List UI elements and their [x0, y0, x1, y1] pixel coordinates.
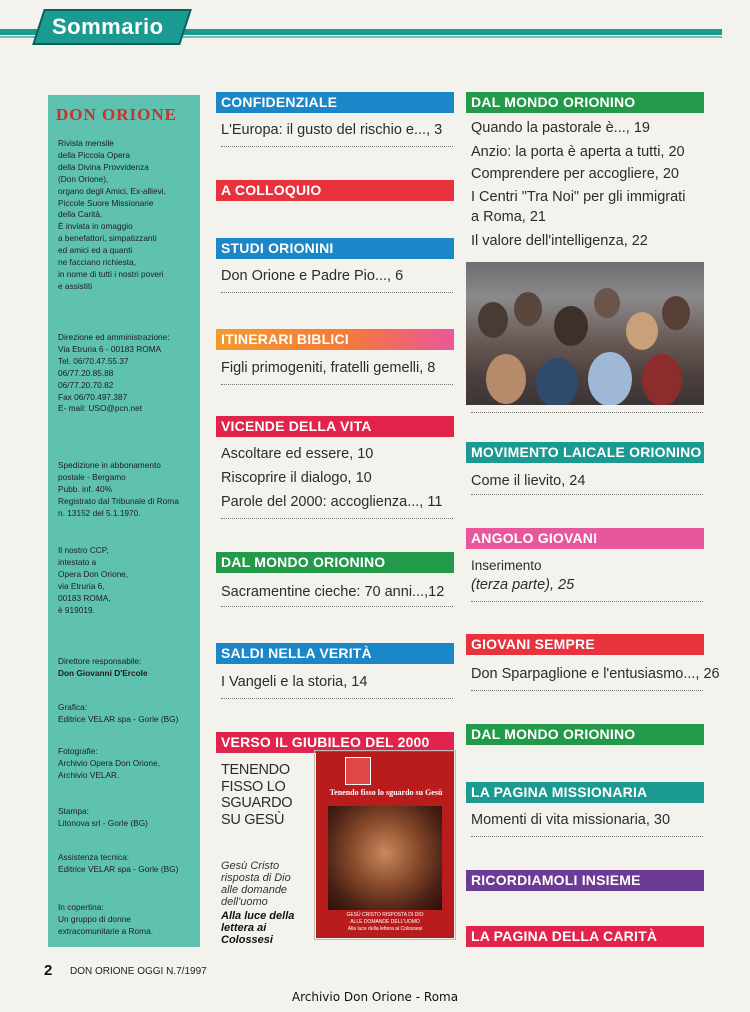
masthead-tech: Assistenza tecnica: Editrice VELAR spa - Gorle (BG): [58, 852, 179, 874]
issue-label: DON ORIONE OGGI N.7/1997: [70, 966, 207, 977]
masthead-postal: Spedizione in abbonamento postale - Bergamo Pubb. inf. 40% Registrato dal Tribunale di Roma n. 13152 del 5.1.1970.: [58, 460, 179, 518]
section-dal-mondo-orionino-top[interactable]: DAL MONDO ORIONINO: [466, 92, 704, 113]
toc-entry[interactable]: Don Sparpaglione e l'entusiasmo..., 26: [471, 666, 720, 682]
toc-entry[interactable]: Figli primogeniti, fratelli gemelli, 8: [221, 360, 436, 376]
divider: [221, 518, 453, 519]
book-cover-subtitle: GESÙ CRISTO RISPOSTA DI DIO ALLE DOMANDE DELL'UOMO Alla luce della lettera ai Colossesi: [346, 912, 424, 932]
section-angolo-giovani[interactable]: ANGOLO GIOVANI: [466, 528, 704, 549]
toc-entry[interactable]: Il valore dell'intelligenza, 22: [471, 233, 648, 249]
book-cover-badge: [345, 757, 371, 785]
toc-entry[interactable]: I Vangeli e la storia, 14: [221, 674, 368, 690]
section-dal-mondo-orionino-bottom[interactable]: DAL MONDO ORIONINO: [466, 724, 704, 745]
masthead-director-label: Direttore responsabile:: [58, 656, 142, 666]
toc-entry[interactable]: Riscoprire il dialogo, 10: [221, 470, 372, 486]
masthead-cover-note: In copertina: Un gruppo di donne extracomunitarie a Roma.: [58, 902, 153, 936]
archive-watermark: Archivio Don Orione - Roma: [291, 990, 459, 1004]
toc-entry[interactable]: Comprendere per accogliere, 20: [471, 166, 679, 182]
toc-entry[interactable]: a Roma, 21: [471, 209, 546, 225]
section-itinerari-biblici[interactable]: ITINERARI BIBLICI: [216, 329, 454, 350]
section-vicende-della-vita[interactable]: VICENDE DELLA VITA: [216, 416, 454, 437]
toc-entry[interactable]: Parole del 2000: accoglienza..., 11: [221, 494, 443, 510]
section-dal-mondo-orionino-mid[interactable]: DAL MONDO ORIONINO: [216, 552, 454, 573]
christ-face-image: [328, 806, 442, 910]
masthead-address: Direzione ed amministrazione: Via Etruria 6 - 00183 ROMA Tel. 06/70.47.55.37 06/77.20.85.88 06/77.20.70.82 Fax 06/70.497.387 E- mail: USO@pcn.net: [58, 332, 170, 414]
masthead-ccp: Il nostro CCP, intestato a Opera Don Orione, via Etruria 6, 00183 ROMA, è 919019.: [58, 545, 129, 615]
section-movimento-laicale[interactable]: MOVIMENTO LAICALE ORIONINO: [466, 442, 704, 463]
section-verso-il-giubileo[interactable]: VERSO IL GIUBILEO DEL 2000: [216, 732, 454, 753]
toc-entry[interactable]: L'Europa: il gusto del rischio e..., 3: [221, 122, 443, 138]
book-cover-title: Tenendo fisso lo sguardo su Gesù: [329, 788, 443, 797]
divider: [471, 494, 703, 495]
jubilee-headline[interactable]: TENENDO FISSO LO SGUARDO SU GESÙ: [221, 762, 293, 828]
divider: [471, 412, 703, 413]
toc-entry[interactable]: Sacramentine cieche: 70 anni...,12: [221, 584, 445, 600]
section-confidenziale[interactable]: CONFIDENZIALE: [216, 92, 454, 113]
toc-entry[interactable]: Inserimento: [471, 558, 542, 573]
page-number: 2: [44, 962, 53, 979]
section-studi-orionini[interactable]: STUDI ORIONINI: [216, 238, 454, 259]
page-title: Sommario: [52, 14, 164, 39]
divider: [221, 146, 453, 147]
section-pagina-missionaria[interactable]: LA PAGINA MISSIONARIA: [466, 782, 704, 803]
toc-entry[interactable]: Come il lievito, 24: [471, 473, 586, 489]
section-giovani-sempre[interactable]: GIOVANI SEMPRE: [466, 634, 704, 655]
toc-entry[interactable]: Quando la pastorale è..., 19: [471, 120, 650, 136]
toc-entry[interactable]: I Centri "Tra Noi" per gli immigrati: [471, 189, 686, 205]
divider: [221, 292, 453, 293]
toc-entry[interactable]: (terza parte), 25: [471, 577, 575, 593]
divider: [221, 384, 453, 385]
toc-entry[interactable]: Momenti di vita missionaria, 30: [471, 812, 671, 828]
section-saldi-nella-verita[interactable]: SALDI NELLA VERITÀ: [216, 643, 454, 664]
crowd-photo: [466, 262, 704, 405]
divider: [221, 698, 453, 699]
jubilee-subtitle-bold: Alla luce della lettera ai Colossesi: [221, 910, 295, 946]
jubilee-subtitle: Gesù Cristo risposta di Dio alle domande dell'uomo: [221, 860, 291, 908]
divider: [221, 606, 453, 607]
masthead-director: Don Giovanni D'Ercole: [58, 668, 148, 678]
masthead-photos: Fotografie: Archivio Opera Don Orione, Archivio VELAR.: [58, 746, 160, 780]
masthead-description: Rivista mensile della Piccola Opera della Divina Provvidenza (Don Orione), organo degli Amici, Ex-allievi, Piccole Suore Missionarie della Carità. È inviata in omaggio a benefattori, simpatizzanti ed amici ed a quanti ne facciano richiesta, in nome di tutti i nostri poveri e assistiti: [58, 138, 166, 291]
divider: [471, 690, 703, 691]
divider: [471, 601, 703, 602]
toc-entry[interactable]: Anzio: la porta è aperta a tutti, 20: [471, 144, 685, 160]
masthead-graphics: Grafica: Editrice VELAR spa - Gorle (BG): [58, 702, 179, 724]
divider: [471, 836, 703, 837]
brand-logo: DON ORIONE: [56, 105, 177, 124]
toc-entry[interactable]: Ascoltare ed essere, 10: [221, 446, 374, 462]
masthead-print: Stampa: Litonova srl - Gorle (BG): [58, 806, 148, 828]
toc-entry[interactable]: Don Orione e Padre Pio..., 6: [221, 268, 404, 284]
section-ricordiamoli-insieme[interactable]: RICORDIAMOLI INSIEME: [466, 870, 704, 891]
section-pagina-della-carita[interactable]: LA PAGINA DELLA CARITÀ: [466, 926, 704, 947]
section-a-colloquio[interactable]: A COLLOQUIO: [216, 180, 454, 201]
